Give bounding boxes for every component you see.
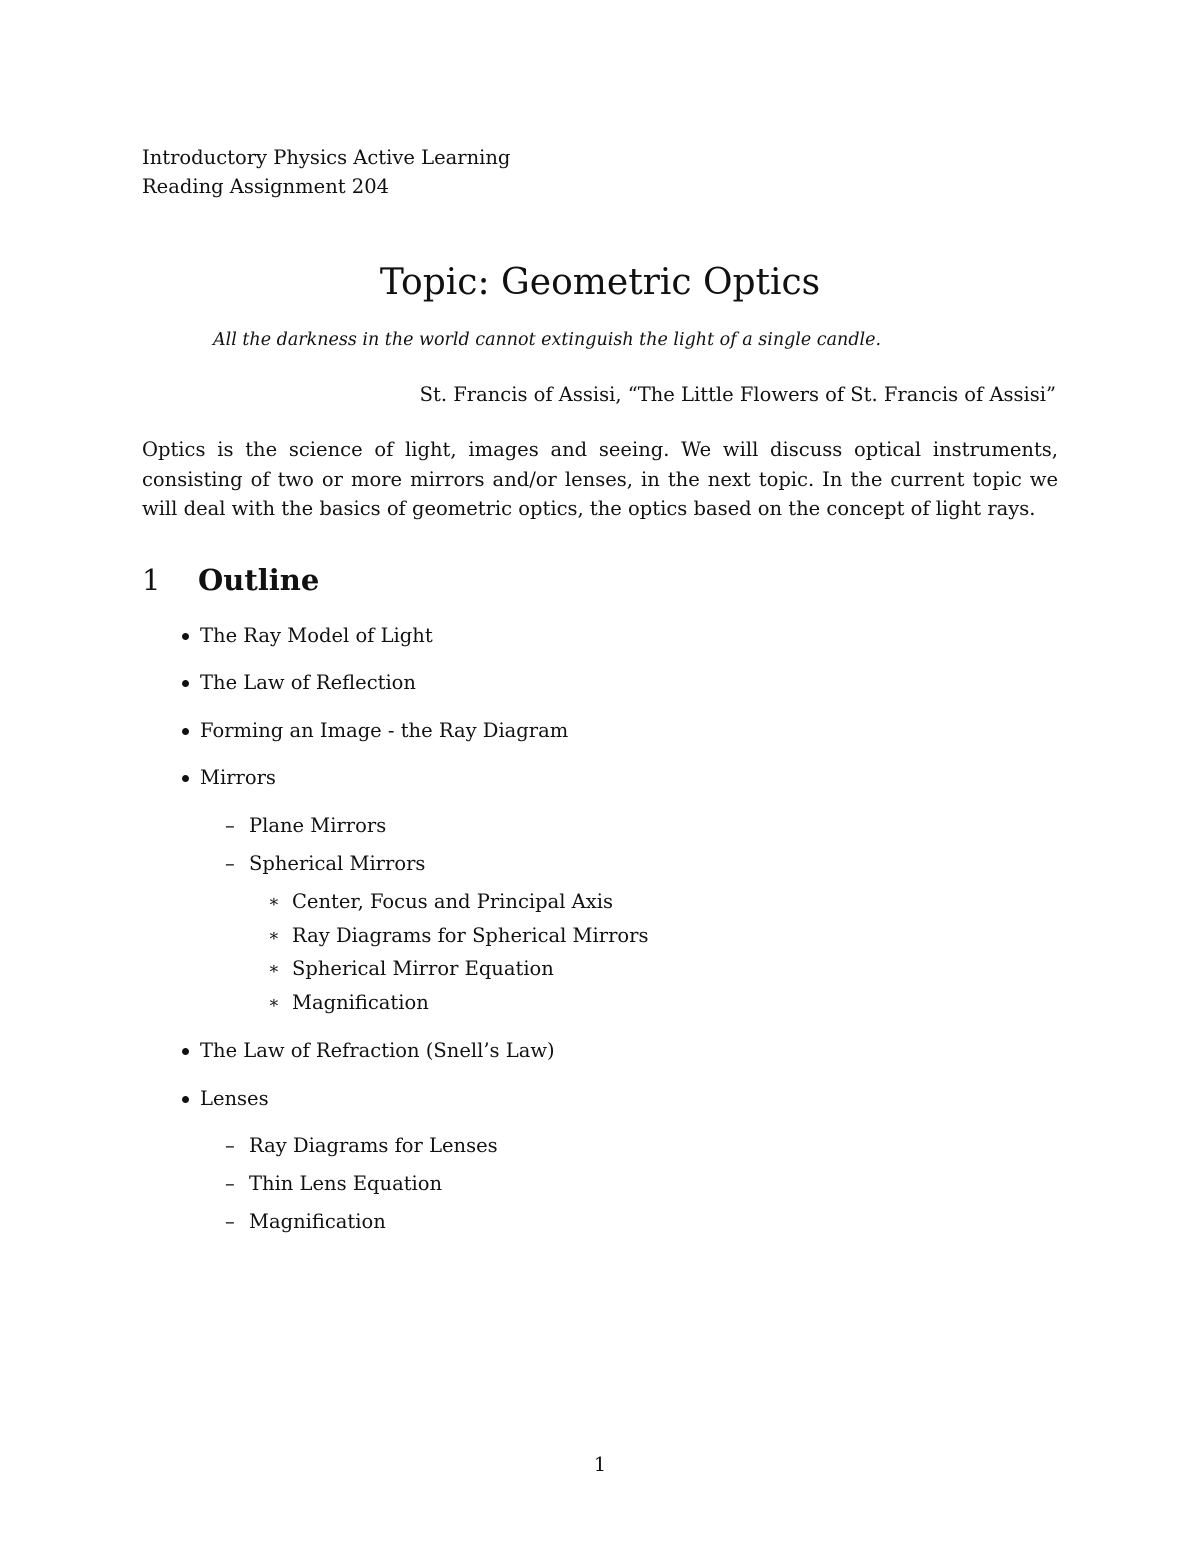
intro-paragraph: Optics is the science of light, images and seeing. We will discuss optical instruments, consisting of two or more mirrors and/or lenses, in the next topic. In the current topic we will deal with the basics of geometric optics, the optics based on the concept of light rays. bbox=[142, 438, 1058, 520]
list-item-text: Thin Lens Equation bbox=[249, 1172, 443, 1195]
list-item-text: Spherical Mirrors bbox=[249, 852, 426, 875]
star-marker: ∗ bbox=[268, 892, 280, 912]
list-item bbox=[200, 670, 416, 696]
list-item bbox=[200, 1086, 269, 1112]
dash-marker: – bbox=[225, 1210, 235, 1233]
dash-marker: – bbox=[225, 1134, 235, 1157]
page-number: 1 bbox=[593, 1453, 607, 1476]
list-item-text: Plane Mirrors bbox=[249, 814, 387, 837]
sublist-item bbox=[225, 1171, 443, 1197]
list-item-text: The Ray Model of Light bbox=[200, 624, 433, 647]
star-marker: ∗ bbox=[268, 993, 280, 1013]
dash-marker: – bbox=[225, 852, 235, 875]
subsublist-item bbox=[268, 990, 429, 1016]
sublist-item bbox=[225, 1209, 386, 1235]
star-marker: ∗ bbox=[268, 959, 280, 979]
list-item bbox=[200, 1038, 555, 1064]
course-name: Introductory Physics Active Learning bbox=[142, 146, 511, 169]
list-item-text: Lenses bbox=[200, 1087, 269, 1110]
subsublist-item bbox=[268, 923, 649, 949]
list-item bbox=[200, 718, 568, 744]
section-number: 1 bbox=[142, 563, 161, 597]
list-item-text: Mirrors bbox=[200, 766, 276, 789]
dash-marker: – bbox=[225, 1172, 235, 1195]
list-item bbox=[200, 623, 433, 649]
subsublist-item bbox=[268, 956, 554, 982]
list-item-text: Magnification bbox=[292, 991, 429, 1014]
list-item-text: Center, Focus and Principal Axis bbox=[292, 890, 613, 913]
list-item-text: The Law of Reflection bbox=[200, 671, 416, 694]
subsublist-item bbox=[268, 889, 613, 915]
page-title: Topic: Geometric Optics bbox=[379, 262, 821, 303]
assignment-number: Reading Assignment 204 bbox=[142, 175, 390, 198]
section-title: Outline bbox=[198, 563, 320, 597]
list-item-text: Magnification bbox=[249, 1210, 386, 1233]
document-header bbox=[142, 143, 510, 201]
list-item-text: Ray Diagrams for Spherical Mirrors bbox=[292, 924, 649, 947]
list-item-text: Spherical Mirror Equation bbox=[292, 957, 554, 980]
list-item-text: Ray Diagrams for Lenses bbox=[249, 1134, 498, 1157]
sublist-item bbox=[225, 813, 387, 839]
list-item-text: The Law of Refraction (Snell’s Law) bbox=[200, 1039, 555, 1062]
epigraph-attribution: St. Francis of Assisi, “The Little Flowers of St. Francis of Assisi” bbox=[419, 383, 1056, 406]
epigraph-quote: All the darkness in the world cannot extinguish the light of a single candle. bbox=[213, 330, 882, 350]
star-marker: ∗ bbox=[268, 926, 280, 946]
sublist-item bbox=[225, 1133, 498, 1159]
section-heading bbox=[142, 560, 319, 600]
sublist-item bbox=[225, 851, 426, 877]
list-item-text: Forming an Image - the Ray Diagram bbox=[200, 719, 569, 742]
dash-marker: – bbox=[225, 814, 235, 837]
list-item bbox=[200, 765, 276, 791]
